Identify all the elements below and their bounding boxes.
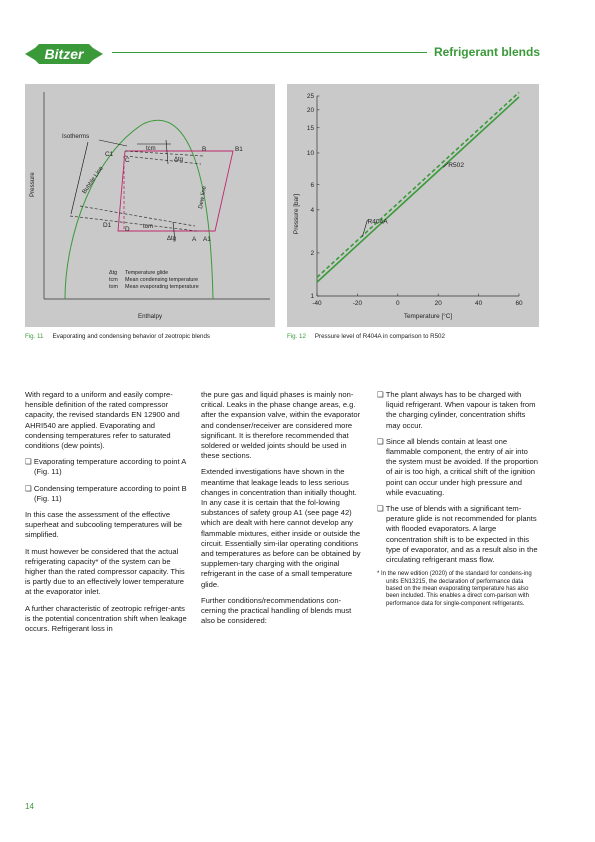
legend-sym-0: Δtg xyxy=(109,270,118,276)
pt-C: C xyxy=(125,157,130,164)
fig11-svg xyxy=(25,84,275,327)
col1-bullet-2: ❑ Condensing temperature according to point B (Fig. 11) xyxy=(25,483,187,503)
fig12-caption-number: Fig. 12 xyxy=(287,333,306,340)
y-tick-label: 4 xyxy=(310,207,314,215)
fig11-caption-text: Evaporating and condensing behavior of zeotropic blends xyxy=(52,333,211,340)
pt-D1: D1 xyxy=(103,222,112,229)
col3-footnote: * In the new edition (2020) of the standard for condens-ing units EN13215, the declaration of performance data based on the mean evaporating temperature has also been included. This enables a direct com-parison with performance data for single-component refrigerants. xyxy=(377,571,532,607)
logo-text: Bitzer xyxy=(44,46,84,62)
col3-bullet-3: ❑ The use of blends with a significant tem-perature glide is not recommended for plants with flooded evaporators. A large concentration shift is to be expected in this type of evaporator, and as a result also in the circulating refrigerant mass flow. xyxy=(377,504,538,565)
col3-bullet-2: ❑ Since all blends contain at least one flammable component, the entry of air into the system must be avoided. If the proportion of air is too high, a critical shift of the ignition point can occur under high pressure and while evacuating. xyxy=(377,436,538,497)
fig12-chart xyxy=(287,84,539,327)
label-dtg-top: Δtg xyxy=(174,157,184,163)
pt-A1: A1 xyxy=(203,236,211,243)
pt-A: A xyxy=(192,236,197,243)
fig11-caption xyxy=(25,333,210,340)
col1-bullet-1: ❑ Evaporating temperature according to point A (Fig. 11) xyxy=(25,457,186,477)
x-tick-label: 20 xyxy=(434,300,442,307)
x-tick-label: 60 xyxy=(515,300,523,307)
y-tick-label: 2 xyxy=(310,250,314,258)
series-line-r404a xyxy=(317,92,519,277)
label-dtg-bottom: Δtg xyxy=(167,236,177,242)
series-label-r404a: R404A xyxy=(367,218,388,226)
pt-D: D xyxy=(125,226,130,233)
legend-sym-2: tom xyxy=(109,284,118,290)
text-column-3 xyxy=(377,390,539,614)
x-tick-label: -20 xyxy=(352,300,363,307)
fig12-caption xyxy=(287,333,445,340)
bitzer-logo xyxy=(25,40,103,68)
page-title: Refrigerant blends xyxy=(433,45,540,59)
pt-C1: C1 xyxy=(105,151,114,158)
label-tom: tom xyxy=(143,224,154,230)
y-tick-label: 10 xyxy=(306,150,314,158)
fig12-svg xyxy=(287,84,539,327)
y-tick-label: 6 xyxy=(310,181,314,189)
label-bubble-line: Bubble Line xyxy=(81,165,105,196)
legend-text-1: Mean condensing temperature xyxy=(125,277,199,283)
fig11-diagram xyxy=(25,84,275,327)
y-tick-label: 25 xyxy=(306,93,314,101)
series-line-r502 xyxy=(317,97,519,282)
cycle-line xyxy=(118,151,233,231)
y-tick-label: 1 xyxy=(310,293,314,301)
legend-text-2: Mean evaporating temperature xyxy=(125,284,199,290)
fig11-caption-number: Fig. 11 xyxy=(25,333,44,340)
col1-paragraph-1: With regard to a uniform and easily compre-hensible definition of the rated compressor capacity, the revised standards EN 12900 and AHRI540 are applied. Evaporating and condensing temperatures refer to saturated conditions (dew points). xyxy=(25,390,180,451)
legend-sym-1: tcm xyxy=(109,277,118,283)
ylabel-pressure: Pressure xyxy=(29,172,36,197)
xlabel-enthalpy: Enthalpy xyxy=(137,313,163,320)
label-dew-line: Dew line xyxy=(198,185,208,210)
x-tick-label: -40 xyxy=(312,300,322,307)
legend-text-0: Temperature glide xyxy=(125,270,169,276)
col2-paragraph-3: Further conditions/recommendations con-cerning the practical handling of blends must also be considered: xyxy=(201,595,352,626)
y-tick-label: 15 xyxy=(306,124,314,132)
series-label-r502: R502 xyxy=(448,161,465,169)
col2-paragraph-1: the pure gas and liquid phases is mainly non-critical. Leaks in the phase change areas, e.g. after the expansion valve, within the evaporator and condenser/receiver are considered more significant. It is therefore recommended that soldered or welded joints should be used in these sections. xyxy=(201,390,361,461)
text-column-2 xyxy=(201,390,363,632)
chart-xlabel: Temperature [°C] xyxy=(403,313,453,320)
x-tick-label: 0 xyxy=(396,300,400,307)
col3-bullet-1: ❑ The plant always has to be charged with liquid refrigerant. When vapour is taken from the charging cylinder, concentration shifts may occur. xyxy=(377,390,536,430)
col1-paragraph-4: A further characteristic of zeotropic refriger-ants is the potential concentration shift when leakage occurs. Refrigerant loss in xyxy=(25,603,187,634)
col1-paragraph-2: In this case the assessment of the effective superheat and subcooling temperatures will be simplified. xyxy=(25,510,183,540)
x-tick-label: 40 xyxy=(475,300,483,307)
label-tcm: tcm xyxy=(146,146,156,152)
label-isotherms: Isotherms xyxy=(62,133,90,140)
pt-B: B xyxy=(202,146,207,153)
fig12-caption-text: Pressure level of R404A in comparison to R502 xyxy=(314,333,445,340)
page-number: 14 xyxy=(25,802,34,811)
col1-paragraph-3: It must however be considered that the actual refrigerating capacity* of the system can be higher than the rated compressor capacity. This is partly due to an effectively lower temperature at the evaporator inlet. xyxy=(25,546,185,597)
text-column-1 xyxy=(25,390,187,640)
y-tick-label: 20 xyxy=(306,107,314,115)
col2-paragraph-2: Extended investigations have shown in the meantime that leakage leads to less serious changes in concentration than initially thought. In any case it is certain that the fol-lowing substances of safety group A1 (see page 42) which are dealt with here cannot develop any flammable mixtures, either inside or outside the circuit. Essentially sim-ilar operating conditions and temperatures as before can be obtained by supplemen-tary charging with the original refrigerant in the case of a small temperature glide. xyxy=(201,467,361,589)
chart-ylabel: Pressure [bar] xyxy=(293,193,300,235)
pt-B1: B1 xyxy=(235,146,243,153)
